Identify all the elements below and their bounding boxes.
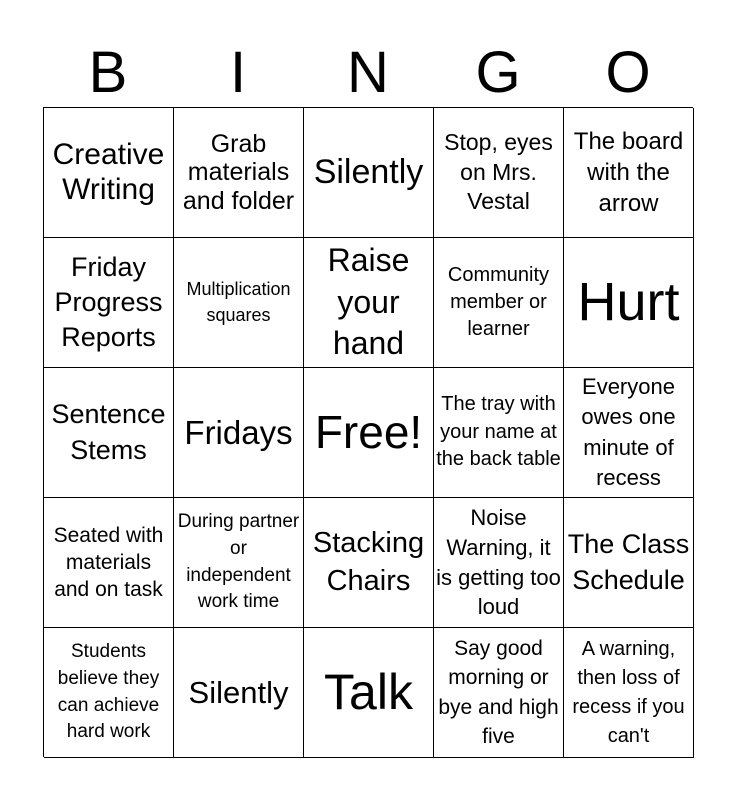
bingo-cell[interactable]: [564, 238, 694, 368]
bingo-cell[interactable]: [564, 368, 694, 498]
header-letter-b: B: [88, 40, 128, 105]
cell-text: Creative Writing: [52, 138, 165, 206]
bingo-cell[interactable]: [174, 238, 304, 368]
bingo-cell[interactable]: [434, 238, 564, 368]
bingo-board: [43, 107, 693, 757]
cell-text: The board with the arrow: [573, 127, 684, 218]
bingo-cell[interactable]: [304, 498, 434, 628]
bingo-cell[interactable]: [174, 368, 304, 498]
cell-text: Talk: [324, 664, 413, 720]
bingo-cell[interactable]: [434, 368, 564, 498]
cell-text: Multiplication squares: [186, 279, 291, 325]
bingo-cell[interactable]: [174, 108, 304, 238]
cell-text: Everyone owes one minute of recess: [581, 373, 676, 490]
bingo-cell[interactable]: [44, 108, 174, 238]
bingo-cell[interactable]: [434, 108, 564, 238]
header-letter-i: I: [229, 40, 247, 105]
bingo-cell[interactable]: [44, 628, 174, 758]
bingo-cell[interactable]: [44, 368, 174, 498]
bingo-cell[interactable]: [304, 238, 434, 368]
cell-text: The Class Schedule: [567, 529, 690, 595]
cell-text: Raise your hand: [327, 242, 410, 362]
bingo-cell[interactable]: [304, 368, 434, 498]
cell-text: Hurt: [577, 271, 680, 332]
bingo-cell[interactable]: [44, 498, 174, 628]
bingo-cell[interactable]: [174, 628, 304, 758]
cell-text: A warning, then loss of recess if you can't: [572, 637, 685, 747]
bingo-cell[interactable]: [564, 108, 694, 238]
bingo-cell[interactable]: [174, 498, 304, 628]
header-letter-o: O: [605, 40, 651, 105]
cell-text: Free!: [314, 406, 423, 459]
cell-text: Fridays: [184, 413, 293, 451]
bingo-cell[interactable]: [434, 498, 564, 628]
cell-text: Seated with materials and on task: [53, 523, 164, 602]
header-letter-n: N: [347, 40, 389, 105]
bingo-cell[interactable]: [564, 498, 694, 628]
bingo-cell[interactable]: [434, 628, 564, 758]
cell-text: During partner or independent work time: [177, 511, 300, 613]
cell-text: Silently: [188, 674, 289, 710]
cell-text: Grab materials and folder: [182, 129, 295, 215]
cell-text: Stacking Chairs: [312, 526, 425, 597]
cell-text: Say good morning or bye and high five: [438, 636, 559, 748]
bingo-cell[interactable]: [304, 108, 434, 238]
cell-text: Stop, eyes on Mrs. Vestal: [444, 128, 553, 215]
cell-text: Friday Progress Reports: [54, 251, 163, 353]
header-letter-g: G: [475, 40, 521, 105]
bingo-cell[interactable]: [564, 628, 694, 758]
cell-text: Silently: [313, 153, 424, 192]
bingo-cell[interactable]: [44, 238, 174, 368]
cell-text: The tray with your name at the back table: [436, 393, 561, 471]
bingo-header: [43, 40, 693, 106]
cell-text: Noise Warning, it is getting too loud: [436, 504, 561, 620]
cell-text: Sentence Stems: [51, 399, 166, 465]
bingo-cell[interactable]: [304, 628, 434, 758]
cell-text: Community member or learner: [447, 264, 550, 340]
cell-text: Students believe they can achieve hard work: [57, 640, 160, 743]
